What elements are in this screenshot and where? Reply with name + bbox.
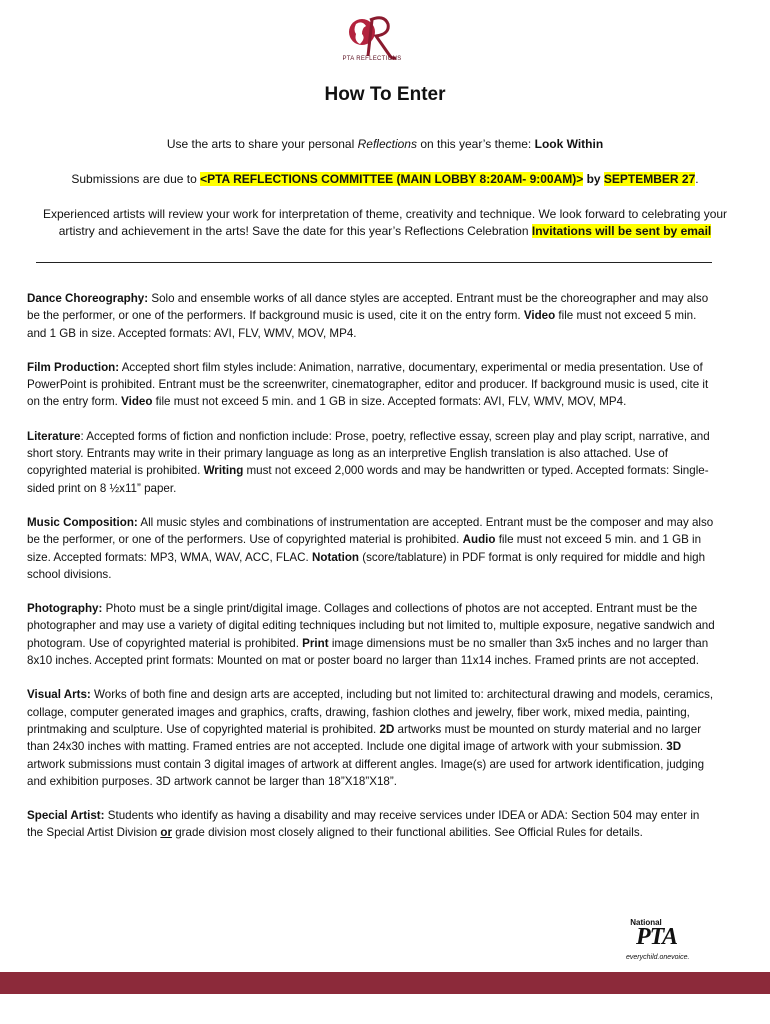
section-special-artist: Special Artist: Students who identify as having a disability and may receive services under IDEA or ADA: Section 504 may enter in the Special Artist Division or grade division most closely aligned to their functional abilities. See Official Rules for details.	[27, 809, 700, 840]
section-heading: Film Production:	[27, 360, 120, 374]
section-heading: Visual Arts:	[27, 688, 91, 702]
page-title: How To Enter	[324, 84, 446, 105]
section-film: Film Production: Accepted short film styles include: Animation, narrative, documentary, experimental or media presentation. Use of PowerPoint is prohibited. Entrant must be the screenwriter, cinematographer, editor and producer. If background music is used, cite it on the entry form. Video file must not exceed 5 min. and 1 GB in size. Accepted formats: AVI, FLV, WMV, MOV, MP4.	[27, 360, 709, 409]
pta-tagline: everychild.onevoice.	[626, 954, 690, 961]
invitations-highlight: Invitations will be sent by email	[531, 224, 712, 238]
theme-line: Use the arts to share your personal Reflections on this year’s theme: Look Within	[166, 137, 604, 151]
due-date: SEPTEMBER 27	[603, 172, 696, 186]
theme-value: Look Within	[534, 137, 604, 151]
section-literature: Literature: Accepted forms of fiction and nonfiction include: Prose, poetry, reflective essay, screen play and play script, narrative, and short story. Entrants may write in their primary language as long as an interpretive English translation is also attached. Use of copyrighted material is prohibited. Writing must not exceed 2,000 words and may be handwritten or typed. Accepted formats: Single-sided print on 8 ½x11” paper.	[27, 429, 710, 495]
category-list	[27, 290, 717, 859]
review-paragraph: Experienced artists will review your work for interpretation of theme, creativity and technique. We look forward to celebrating your artistry and achievement in the arts! Save the date for this year’s Reflections Celebration Invitations will be sent by email	[42, 207, 728, 238]
footer-bar	[0, 972, 770, 994]
pta-national-label: National	[630, 918, 662, 927]
section-photography: Photography: Photo must be a single print/digital image. Collages and collections of photos are not accepted. Entrant must be the photographer and may use a variety of digital editing techniques including but not limited to, multiple exposure, negative sandwich and photogram. Use of copyrighted material is prohibited. Print image dimensions must be no smaller than 3x5 inches and no larger than 8x10 inches. Accepted print formats: Mounted on mat or poster board no larger than 11x14 inches. Framed prints are not accepted.	[27, 602, 715, 668]
pta-wordmark: PTA	[636, 924, 678, 950]
section-heading: Special Artist:	[27, 809, 105, 823]
section-music: Music Composition: All music styles and combinations of instrumentation are accepted. Entrant must be the composer and may also be the performer, or one of the performers. Use of copyrighted material is prohibited. Audio file must not exceed 5 min. and 1 GB in size. Accepted formats: MP3, WMA, WAV, ACC, FLAC. Notation (score/tablature) in PDF format is only required for middle and high school divisions.	[27, 515, 714, 581]
national-pta-logo	[620, 918, 710, 968]
section-heading: Literature	[27, 429, 81, 443]
due-location: <PTA REFLECTIONS COMMITTEE (MAIN LOBBY 8:20AM- 9:00AM)>	[200, 172, 584, 186]
divider	[36, 262, 712, 263]
logo-caption: PTA REFLECTIONS	[342, 56, 402, 62]
section-heading: Music Composition:	[27, 515, 138, 529]
due-line: Submissions are due to <PTA REFLECTIONS COMMITTEE (MAIN LOBBY 8:20AM- 9:00AM)> by SEPTEMBER 27.	[71, 172, 699, 186]
section-dance: Dance Choreography: Solo and ensemble works of all dance styles are accepted. Entrant must be the choreographer and may also be the performer, or one of the performers. If background music is used, cite it on the entry form. Video file must not exceed 5 min. and 1 GB in size. Accepted formats: AVI, FLV, WMV, MOV, MP4.	[27, 292, 709, 340]
section-heading: Dance Choreography:	[27, 292, 149, 305]
section-visual-arts: Visual Arts: Works of both fine and design arts are accepted, including but not limited to: architectural drawing and models, ceramics, collage, computer generated images and graphics, crafts, drawing, fashion clothes and jewelry, fiber work, mixed media, painting, printmaking and sculpture. Use of copyrighted material is prohibited. 2D artworks must be mounted on sturdy material and no larger than 24x30 inches with matting. Framed entries are not accepted. Include one digital image of artwork with your submission. 3D artwork submissions must contain 3 digital images of artwork at different angles. Image(s) are used for artwork identification, judging and exhibition purposes. 3D artwork cannot be larger than 18”X18”X18”.	[27, 688, 714, 788]
section-heading: Photography:	[27, 602, 103, 616]
